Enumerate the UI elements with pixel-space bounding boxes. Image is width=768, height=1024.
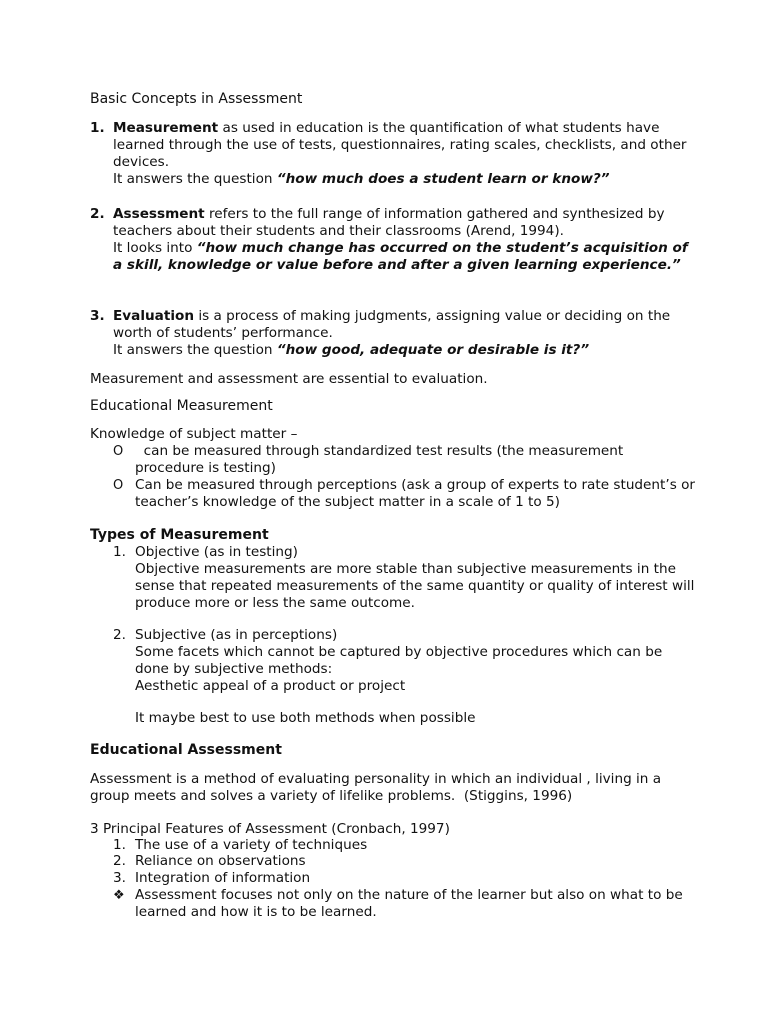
concept-evaluation [113, 308, 693, 359]
list-number: 2. [113, 853, 126, 869]
concept-question: “how much does a student learn or know?” [276, 171, 610, 187]
document-title: Basic Concepts in Assessment [90, 91, 303, 107]
concept-definition: is a process of making judgments, assigning value or deciding on the worth of students’ performance. [113, 308, 671, 341]
type-title: Objective (as in testing) [135, 544, 298, 560]
concept-question-prefix: It answers the question [113, 171, 277, 187]
concept-question-prefix: It answers the question [113, 342, 277, 358]
essential-statement: Measurement and assessment are essential to evaluation. [90, 371, 488, 387]
type-note: It maybe best to use both methods when possible [135, 710, 476, 726]
type-objective [135, 544, 695, 612]
features-title: 3 Principal Features of Assessment (Cronbach, 1997) [90, 821, 450, 837]
concept-definition: refers to the full range of information gathered and synthesized by teachers about their students and their classrooms (Arend, 1994). [113, 206, 665, 239]
list-number: 1. [113, 544, 126, 560]
concept-question: “how good, adequate or desirable is it?” [276, 342, 590, 358]
concept-term: Measurement [113, 120, 219, 136]
list-number: 2. [113, 627, 126, 643]
section-intro: Knowledge of subject matter – [90, 426, 298, 442]
feature-bullet: Assessment focuses not only on the nature of the learner but also on what to be learned and how it is to be learned. [135, 887, 683, 920]
section-heading: Types of Measurement [90, 527, 269, 543]
bullet-marker: O [113, 478, 124, 493]
feature-item: Integration of information [135, 870, 311, 886]
assessment-definition: Assessment is a method of evaluating personality in which an individual , living in a group meets and solves a variety of lifelike problems. (Stiggins, 1996) [90, 771, 662, 804]
concept-number: 2. [90, 206, 105, 222]
concept-definition: as used in education is the quantification of what students have learned through the use of tests, questionnaires, rating scales, checklists, and other devices. [113, 120, 687, 170]
list-item: Can be measured through perceptions (ask a group of experts to rate student’s or teacher’s knowledge of the subject matter in a scale of 1 to 5) [135, 477, 695, 510]
concept-question: “how much change has occurred on the student’s acquisition of a skill, knowledge or value before and after a given learning experience.” [113, 240, 688, 273]
type-body: Some facets which cannot be captured by objective procedures which can be done by subjective methods: [135, 644, 663, 677]
concept-number: 3. [90, 308, 105, 324]
list-number: 3. [113, 870, 126, 886]
concept-number: 1. [90, 120, 105, 136]
concept-assessment [113, 206, 693, 274]
concept-measurement [113, 120, 693, 188]
bullet-marker: O [113, 444, 124, 459]
type-subjective [135, 627, 695, 695]
concept-term: Evaluation [113, 308, 195, 324]
list-number: 1. [113, 837, 126, 853]
feature-item: Reliance on observations [135, 853, 306, 869]
type-body: Objective measurements are more stable than subjective measurements in the sense that repeated measurements of the same quantity or quality of interest will produce more or less the same outcome. [135, 561, 695, 611]
feature-item: The use of a variety of techniques [135, 837, 368, 853]
concept-question-prefix: It looks into [113, 240, 197, 256]
section-heading: Educational Measurement [90, 398, 273, 414]
section-heading: Educational Assessment [90, 742, 282, 758]
type-extra: Aesthetic appeal of a product or project [135, 678, 406, 694]
diamond-bullet-icon: ❖ [113, 888, 125, 903]
concept-term: Assessment [113, 206, 205, 222]
type-title: Subjective (as in perceptions) [135, 627, 338, 643]
list-item: can be measured through standardized test results (the measurement procedure is testing) [135, 443, 624, 476]
